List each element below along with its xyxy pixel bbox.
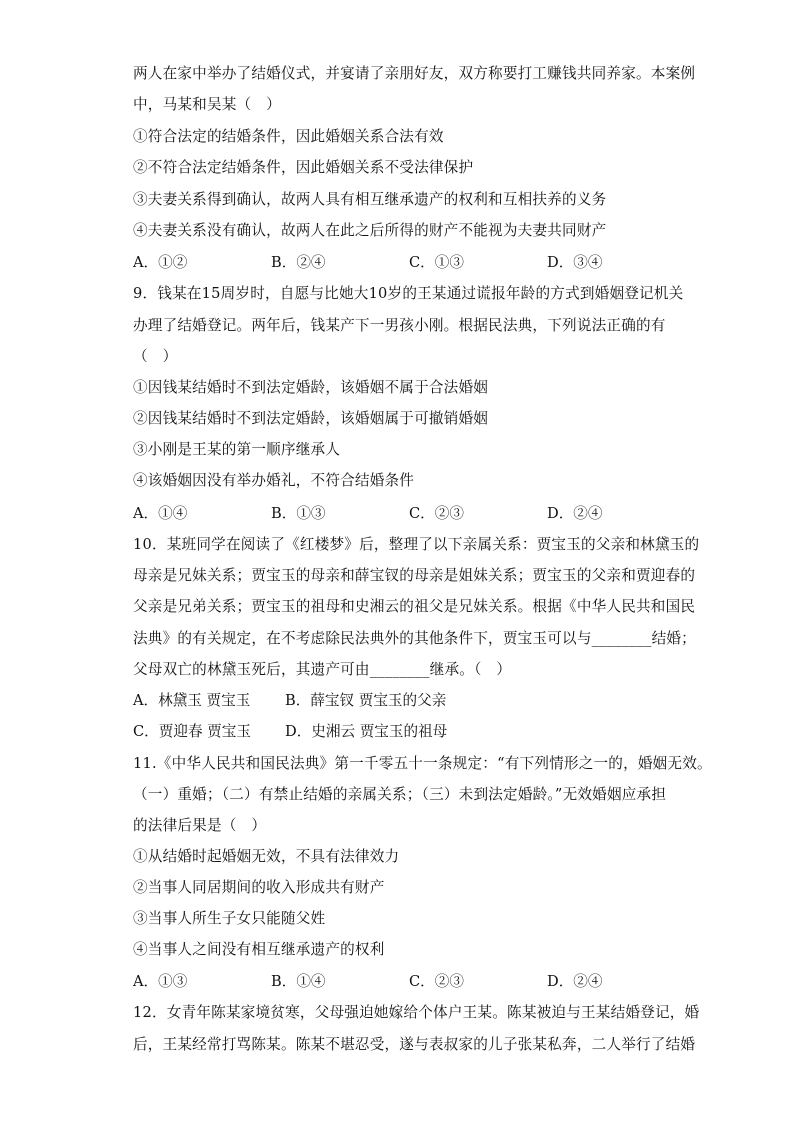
q10-stem-line-1: 10．某班同学在阅读了《红楼梦》后，整理了以下亲属关系：贾宝玉的父亲和林黛玉的 bbox=[133, 536, 700, 553]
q9-statement-3: ③小刚是王某的第一顺序继承人 bbox=[133, 441, 341, 458]
q8-statement-3: ③夫妻关系得到确认，故两人具有相互继承遗产的权利和互相扶养的义务 bbox=[133, 191, 607, 208]
q11-stem-line-1: 11.《中华人民共和国民法典》第一千零五十一条规定：“有下列情形之一的，婚姻无效。 bbox=[133, 755, 712, 772]
q10-option-b[interactable]: B．薛宝钗 贾宝玉的父亲 bbox=[285, 692, 447, 709]
q12-stem-line-1: 12．女青年陈某家境贫寒，父母强迫她嫁给个体户王某。陈某被迫与王某结婚登记，婚 bbox=[133, 1004, 700, 1021]
q11-option-a[interactable]: A．①③ bbox=[133, 973, 188, 990]
q8-statement-2: ②不符合法定结婚条件，因此婚姻关系不受法律保护 bbox=[133, 159, 474, 176]
q11-statement-1: ①从结婚时起婚姻无效，不具有法律效力 bbox=[133, 848, 400, 865]
q10-stem-line-5: 父母双亡的林黛玉死后，其遗产可由________继承。（ ） bbox=[133, 661, 512, 678]
q12-stem-line-2: 后，王某经常打骂陈某。陈某不堪忍受，遂与表叔家的儿子张某私奔，二人举行了结婚 bbox=[133, 1036, 696, 1053]
q9-stem-line-1: 9．钱某在15周岁时，自愿与比她大10岁的王某通过谎报年龄的方式到婚姻登记机关 bbox=[133, 285, 684, 302]
q8-statement-1: ①符合法定的结婚条件，因此婚姻关系合法有效 bbox=[133, 128, 444, 145]
q8-stem-line-2: 中，马某和吴某（ ） bbox=[133, 96, 281, 113]
q11-option-b[interactable]: B．①④ bbox=[271, 973, 326, 990]
q9-stem-line-2: 办理了结婚登记。两年后，钱某产下一男孩小刚。根据民法典，下列说法正确的有 bbox=[133, 317, 666, 334]
q9-option-a[interactable]: A．①④ bbox=[133, 505, 188, 522]
q10-option-c[interactable]: C．贾迎春 贾宝玉 bbox=[133, 723, 251, 740]
q11-statement-4: ④当事人之间没有相互继承遗产的权利 bbox=[133, 941, 385, 958]
q11-statement-2: ②当事人同居期间的收入形成共有财产 bbox=[133, 879, 385, 896]
q9-statement-1: ①因钱某结婚时不到法定婚龄，该婚姻不属于合法婚姻 bbox=[133, 379, 489, 396]
q10-option-a[interactable]: A．林黛玉 贾宝玉 bbox=[133, 692, 251, 709]
q10-stem-line-4: 法典》的有关规定，在不考虑除民法典外的其他条件下，贾宝玉可以与________结婚； bbox=[133, 630, 696, 647]
q8-option-c[interactable]: C．①③ bbox=[409, 254, 464, 271]
q10-option-d[interactable]: D．史湘云 贾宝玉的祖母 bbox=[285, 723, 448, 740]
q8-option-a[interactable]: A．①② bbox=[133, 254, 188, 271]
q9-stem-line-3: （ ） bbox=[133, 348, 178, 365]
q8-stem-line-1: 两人在家中举办了结婚仪式，并宴请了亲朋好友，双方称要打工赚钱共同养家。本案例 bbox=[133, 65, 696, 82]
q9-statement-2: ②因钱某结婚时不到法定婚龄，该婚姻属于可撤销婚姻 bbox=[133, 410, 489, 427]
q11-option-d[interactable]: D．②④ bbox=[547, 973, 603, 990]
q9-option-c[interactable]: C．②③ bbox=[409, 505, 464, 522]
q8-option-d[interactable]: D．③④ bbox=[547, 254, 603, 271]
q11-statement-3: ③当事人所生子女只能随父姓 bbox=[133, 910, 326, 927]
q8-option-b[interactable]: B．②④ bbox=[271, 254, 326, 271]
q8-statement-4: ④夫妻关系没有确认，故两人在此之后所得的财产不能视为夫妻共同财产 bbox=[133, 222, 607, 239]
q9-option-d[interactable]: D．②④ bbox=[547, 505, 603, 522]
q11-option-c[interactable]: C．②③ bbox=[409, 973, 464, 990]
q9-statement-4: ④该婚姻因没有举办婚礼，不符合结婚条件 bbox=[133, 472, 415, 489]
q10-stem-line-3: 父亲是兄弟关系；贾宝玉的祖母和史湘云的祖父是兄妹关系。根据《中华人民共和国民 bbox=[133, 598, 696, 615]
q11-stem-line-2: （一）重婚；（二）有禁止结婚的亲属关系；（三）未到法定婚龄。”无效婚姻应承担 bbox=[133, 786, 667, 803]
q9-option-b[interactable]: B．①③ bbox=[271, 505, 326, 522]
q11-stem-line-3: 的法律后果是（ ） bbox=[133, 817, 267, 834]
q10-stem-line-2: 母亲是兄妹关系；贾宝玉的母亲和薛宝钗的母亲是姐妹关系；贾宝玉的父亲和贾迎春的 bbox=[133, 567, 696, 584]
